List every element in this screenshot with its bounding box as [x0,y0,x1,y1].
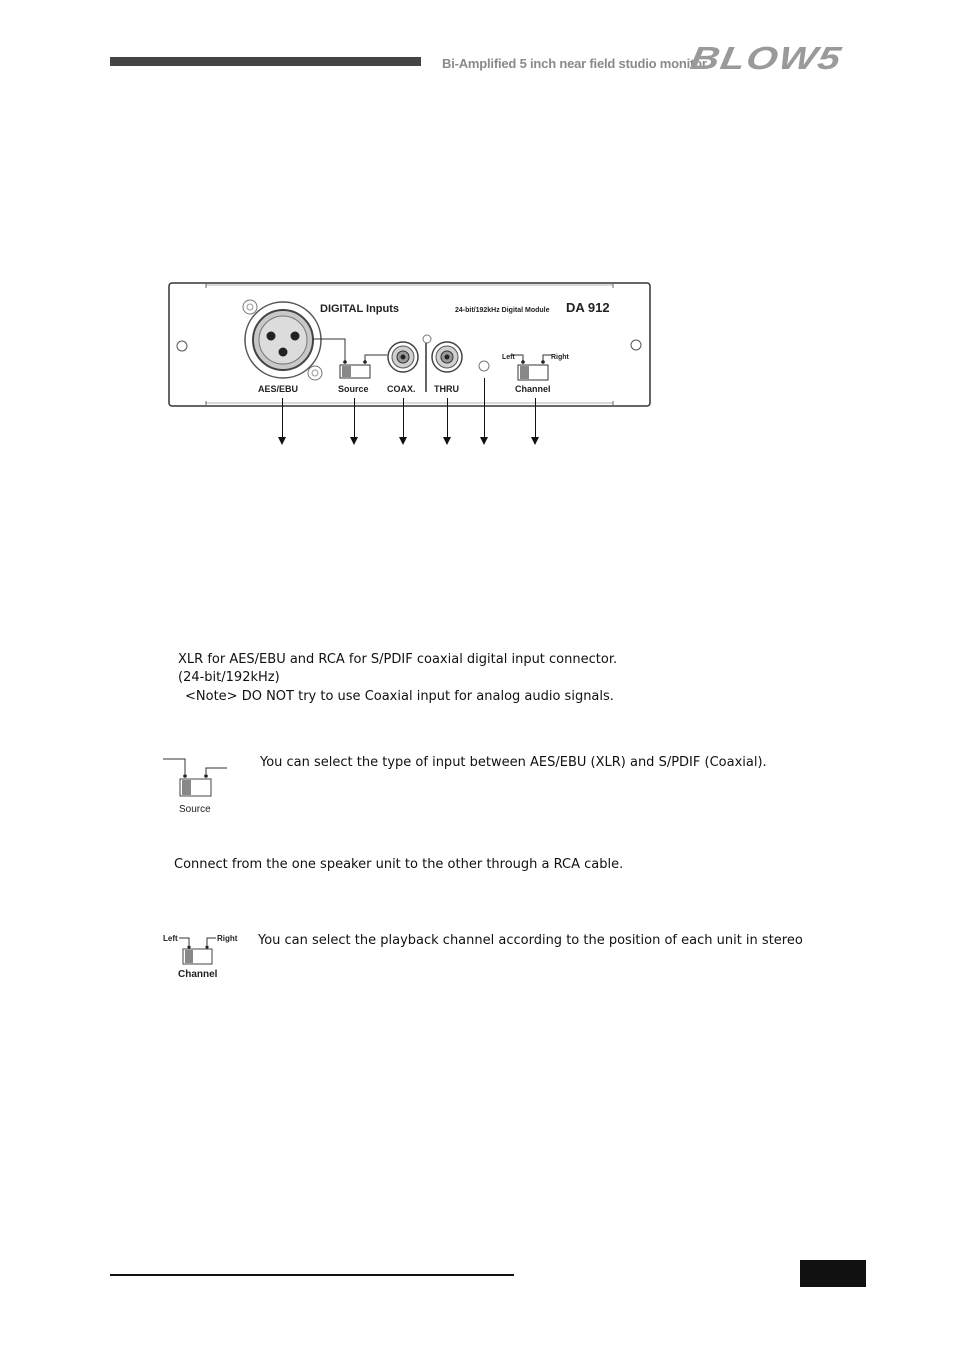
label-left: Left [502,354,515,361]
channel-switch-icon [162,930,244,980]
footer-line [110,1274,514,1276]
channel-desc: You can select the playback channel according to the position of each unit in stereo [258,933,803,948]
input-note: <Note> DO NOT try to use Coaxial input for analog audio signals. [185,689,614,704]
label-source: Source [338,384,369,394]
arrow-thru [447,398,448,438]
label-aes-ebu: AES/EBU [258,384,299,394]
header-bar [110,57,421,66]
thru-desc: Connect from the one speaker unit to the other through a RCA cable. [174,857,624,872]
channel-icon-left: Left [163,934,178,943]
model-name: DA 912 [566,300,610,315]
brand-logo: BLOW5 [687,40,845,76]
arrow-source [354,398,355,438]
arrow-channel [535,398,536,438]
arrow-led [484,378,485,438]
channel-icon-label: Channel [178,969,218,980]
source-desc: You can select the type of input between AES/EBU (XLR) and S/PDIF (Coaxial). [260,755,767,770]
label-right: Right [551,354,569,361]
label-channel: Channel [515,384,551,394]
header-subtitle: Bi-Amplified 5 inch near field studio monitor [442,56,707,71]
panel-title: DIGITAL Inputs [320,303,400,315]
label-coax: COAX. [387,384,416,394]
module-panel [168,282,651,407]
module-name: 24-bit/192kHz Digital Module [455,307,550,314]
arrow-coax [403,398,404,438]
arrow-aes-ebu [282,398,283,438]
channel-icon-right: Right [217,934,238,943]
input-desc-line1: XLR for AES/EBU and RCA for S/PDIF coaxial digital input connector. [178,652,618,667]
source-switch-icon [163,757,231,817]
thru-connector [432,342,462,372]
input-desc-line2: (24-bit/192kHz) [178,670,280,685]
coax-connector [388,342,418,372]
source-icon-label: Source [179,804,211,815]
page-number-box [800,1260,866,1287]
label-thru: THRU [434,384,459,394]
